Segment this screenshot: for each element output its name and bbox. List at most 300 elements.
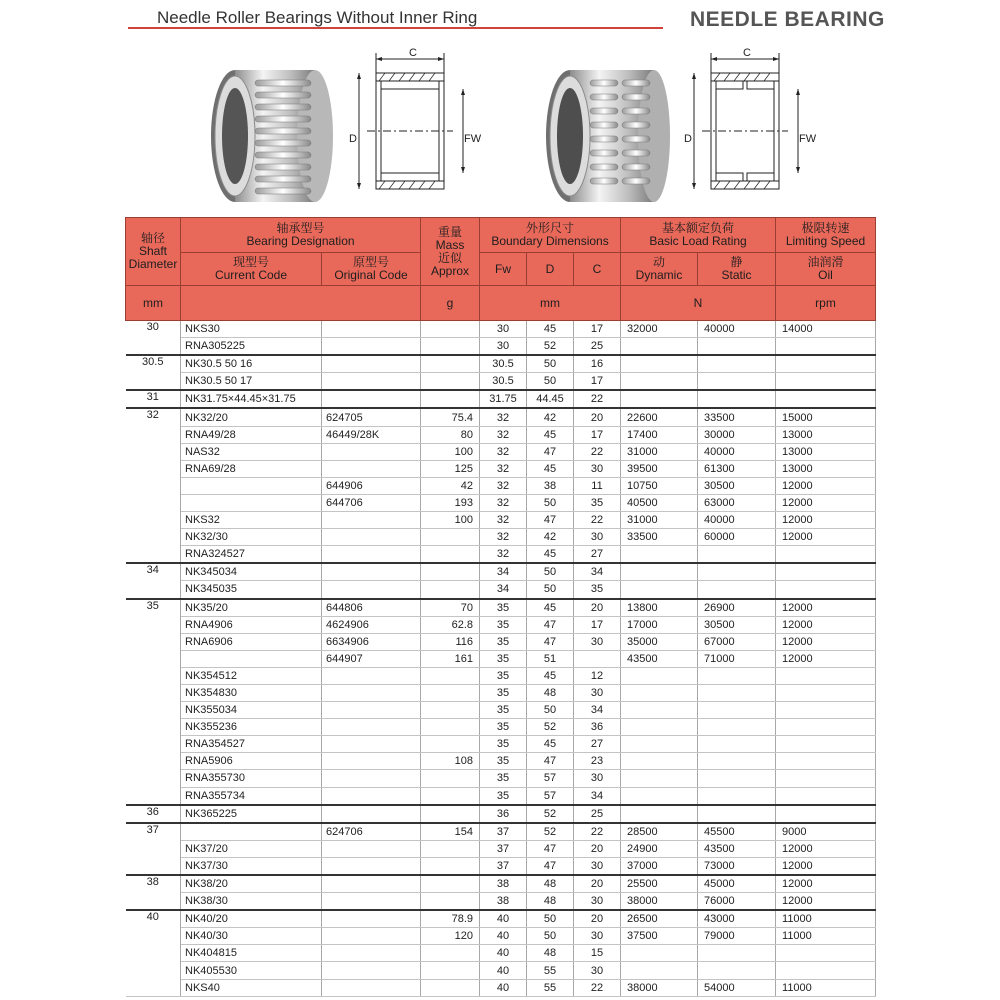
original-code-cell (322, 893, 421, 911)
shaft-diameter-cell (126, 426, 181, 443)
dynamic-load-cell: 17400 (621, 426, 698, 443)
c-cell: 36 (574, 719, 621, 736)
row-margin (876, 702, 1000, 719)
shaft-diameter-cell (126, 443, 181, 460)
c-cell: 25 (574, 805, 621, 823)
current-code-cell (181, 477, 322, 494)
original-code-cell (322, 684, 421, 701)
row-margin (876, 979, 1000, 996)
original-code-cell: 624705 (322, 408, 421, 426)
dynamic-load-cell (621, 390, 698, 408)
limiting-speed-cell: 13000 (776, 426, 876, 443)
fw-cell: 30.5 (480, 373, 527, 391)
current-code-cell: NK37/20 (181, 840, 322, 857)
mass-cell (421, 338, 480, 356)
shaft-diameter-cell: 38 (126, 875, 181, 893)
mass-cell (421, 787, 480, 805)
limiting-speed-cell: 13000 (776, 443, 876, 460)
table-row (126, 910, 1000, 928)
original-code-cell (322, 928, 421, 945)
original-code-cell (322, 563, 421, 581)
current-code-cell: RNA5906 (181, 753, 322, 770)
current-code-cell: RNA324527 (181, 546, 322, 564)
original-code-cell (322, 702, 421, 719)
c-cell: 22 (574, 443, 621, 460)
current-code-cell: RNA69/28 (181, 460, 322, 477)
mass-cell (421, 581, 480, 599)
current-code-cell: NK405530 (181, 962, 322, 979)
mass-cell: 80 (421, 426, 480, 443)
original-code-cell (322, 840, 421, 857)
c-cell: 11 (574, 477, 621, 494)
current-code-cell: NK30.5 50 17 (181, 373, 322, 391)
limiting-speed-cell (776, 338, 876, 356)
current-code-cell: NK355236 (181, 719, 322, 736)
limiting-speed-cell (776, 702, 876, 719)
fw-cell: 40 (480, 928, 527, 945)
original-code-cell: 644907 (322, 650, 421, 667)
header-static: 静 Static (698, 253, 776, 286)
table-row (126, 684, 1000, 701)
row-margin (876, 355, 1000, 373)
dynamic-load-cell (621, 787, 698, 805)
shaft-diameter-cell (126, 581, 181, 599)
current-code-cell: NK30.5 50 16 (181, 355, 322, 373)
shaft-diameter-cell (126, 650, 181, 667)
c-cell: 30 (574, 893, 621, 911)
limiting-speed-cell: 12000 (776, 840, 876, 857)
mass-cell (421, 702, 480, 719)
bearing-photo-single-row (205, 62, 335, 212)
limiting-speed-cell (776, 546, 876, 564)
c-cell: 17 (574, 373, 621, 391)
shaft-diameter-cell (126, 667, 181, 684)
table-row (126, 928, 1000, 945)
mass-cell (421, 321, 480, 338)
unit-g: g (421, 286, 480, 321)
mass-cell (421, 563, 480, 581)
limiting-speed-cell (776, 962, 876, 979)
table-body (126, 321, 1000, 997)
row-margin (876, 529, 1000, 546)
header-load: 基本额定负荷 Basic Load Rating (621, 218, 776, 253)
table-row (126, 875, 1000, 893)
mass-cell (421, 684, 480, 701)
current-code-cell (181, 823, 322, 841)
fw-cell: 35 (480, 787, 527, 805)
shaft-diameter-cell (126, 460, 181, 477)
static-load-cell (698, 719, 776, 736)
shaft-diameter-cell (126, 477, 181, 494)
row-margin (876, 823, 1000, 841)
current-code-cell (181, 650, 322, 667)
d-cell: 48 (527, 875, 574, 893)
table-row (126, 529, 1000, 546)
dynamic-load-cell: 10750 (621, 477, 698, 494)
static-load-cell (698, 736, 776, 753)
limiting-speed-cell: 14000 (776, 321, 876, 338)
shaft-diameter-cell: 32 (126, 408, 181, 426)
limiting-speed-cell (776, 581, 876, 599)
d-cell: 51 (527, 650, 574, 667)
shaft-diameter-cell (126, 770, 181, 787)
dim-label-c: C (409, 47, 417, 59)
static-load-cell (698, 945, 776, 962)
d-cell: 50 (527, 563, 574, 581)
current-code-cell: NK37/30 (181, 857, 322, 875)
table-row (126, 893, 1000, 911)
dynamic-load-cell (621, 719, 698, 736)
c-cell: 20 (574, 599, 621, 617)
fw-cell: 35 (480, 616, 527, 633)
fw-cell: 35 (480, 770, 527, 787)
static-load-cell: 73000 (698, 857, 776, 875)
mass-cell: 154 (421, 823, 480, 841)
dynamic-load-cell: 25500 (621, 875, 698, 893)
original-code-cell: 644906 (322, 477, 421, 494)
static-load-cell (698, 667, 776, 684)
dim-label-d: D (349, 133, 357, 145)
shaft-diameter-cell (126, 616, 181, 633)
limiting-speed-cell (776, 355, 876, 373)
dim-label-fw-2: FW (799, 133, 817, 145)
static-load-cell (698, 563, 776, 581)
dynamic-load-cell: 37000 (621, 857, 698, 875)
original-code-cell (322, 910, 421, 928)
mass-cell (421, 529, 480, 546)
original-code-cell (322, 736, 421, 753)
c-cell: 25 (574, 338, 621, 356)
d-cell: 52 (527, 719, 574, 736)
table-row (126, 945, 1000, 962)
dynamic-load-cell: 17000 (621, 616, 698, 633)
table-row (126, 581, 1000, 599)
mass-cell: 100 (421, 512, 480, 529)
dynamic-load-cell (621, 563, 698, 581)
dynamic-load-cell: 26500 (621, 910, 698, 928)
bearing-photo-double-row (540, 62, 675, 212)
dynamic-load-cell (621, 736, 698, 753)
table-row (126, 857, 1000, 875)
shaft-diameter-cell (126, 494, 181, 511)
dynamic-load-cell: 31000 (621, 443, 698, 460)
static-load-cell (698, 753, 776, 770)
static-load-cell (698, 338, 776, 356)
header-speed: 极限转速 Limiting Speed (776, 218, 876, 253)
dynamic-load-cell: 39500 (621, 460, 698, 477)
d-cell: 47 (527, 840, 574, 857)
original-code-cell (322, 443, 421, 460)
table-row (126, 702, 1000, 719)
dynamic-load-cell: 32000 (621, 321, 698, 338)
row-margin (876, 373, 1000, 391)
shaft-diameter-cell (126, 633, 181, 650)
static-load-cell: 40000 (698, 512, 776, 529)
current-code-cell: NK40/30 (181, 928, 322, 945)
dynamic-load-cell: 22600 (621, 408, 698, 426)
original-code-cell (322, 875, 421, 893)
dim-label-c-2: C (743, 47, 751, 59)
limiting-speed-cell: 12000 (776, 512, 876, 529)
static-load-cell: 61300 (698, 460, 776, 477)
static-load-cell: 30000 (698, 426, 776, 443)
row-margin (876, 962, 1000, 979)
original-code-cell (322, 719, 421, 736)
original-code-cell (322, 945, 421, 962)
static-load-cell (698, 581, 776, 599)
original-code-cell (322, 373, 421, 391)
original-code-cell (322, 667, 421, 684)
fw-cell: 35 (480, 633, 527, 650)
limiting-speed-cell: 12000 (776, 875, 876, 893)
c-cell: 17 (574, 616, 621, 633)
limiting-speed-cell: 12000 (776, 633, 876, 650)
bearing-table (125, 217, 1000, 997)
mass-cell: 62.8 (421, 616, 480, 633)
original-code-cell (322, 546, 421, 564)
table-row (126, 426, 1000, 443)
d-cell: 38 (527, 477, 574, 494)
static-load-cell (698, 787, 776, 805)
current-code-cell: RNA355730 (181, 770, 322, 787)
limiting-speed-cell: 11000 (776, 928, 876, 945)
dynamic-load-cell: 13800 (621, 599, 698, 617)
static-load-cell: 26900 (698, 599, 776, 617)
limiting-speed-cell (776, 667, 876, 684)
original-code-cell: 6634906 (322, 633, 421, 650)
unit-mm-dims: mm (480, 286, 621, 321)
limiting-speed-cell (776, 787, 876, 805)
d-cell: 52 (527, 338, 574, 356)
mass-cell (421, 546, 480, 564)
table-row (126, 338, 1000, 356)
current-code-cell: RNA49/28 (181, 426, 322, 443)
mass-cell: 42 (421, 477, 480, 494)
static-load-cell: 43500 (698, 840, 776, 857)
shaft-diameter-cell (126, 338, 181, 356)
static-load-cell (698, 702, 776, 719)
d-cell: 48 (527, 684, 574, 701)
current-code-cell: NAS32 (181, 443, 322, 460)
d-cell: 45 (527, 321, 574, 338)
current-code-cell: NK345035 (181, 581, 322, 599)
static-load-cell: 79000 (698, 928, 776, 945)
shaft-diameter-cell (126, 546, 181, 564)
limiting-speed-cell (776, 753, 876, 770)
mass-cell (421, 962, 480, 979)
d-cell: 45 (527, 460, 574, 477)
fw-cell: 37 (480, 857, 527, 875)
original-code-cell: 624706 (322, 823, 421, 841)
d-cell: 47 (527, 443, 574, 460)
original-code-cell (322, 355, 421, 373)
row-margin (876, 443, 1000, 460)
row-margin (876, 719, 1000, 736)
original-code-cell (322, 753, 421, 770)
original-code-cell (322, 979, 421, 996)
static-load-cell (698, 373, 776, 391)
fw-cell: 34 (480, 563, 527, 581)
table-row (126, 719, 1000, 736)
mass-cell: 78.9 (421, 910, 480, 928)
static-load-cell: 67000 (698, 633, 776, 650)
limiting-speed-cell: 11000 (776, 910, 876, 928)
fw-cell: 30 (480, 321, 527, 338)
d-cell: 47 (527, 857, 574, 875)
limiting-speed-cell: 12000 (776, 529, 876, 546)
row-margin (876, 736, 1000, 753)
c-cell: 30 (574, 857, 621, 875)
row-margin (876, 546, 1000, 564)
table-row (126, 390, 1000, 408)
original-code-cell (322, 805, 421, 823)
shaft-diameter-cell: 36 (126, 805, 181, 823)
table-row (126, 753, 1000, 770)
original-code-cell (322, 770, 421, 787)
shaft-diameter-cell (126, 928, 181, 945)
fw-cell: 35 (480, 599, 527, 617)
header-current-code: 现型号 Current Code (181, 253, 322, 286)
current-code-cell: NKS40 (181, 979, 322, 996)
limiting-speed-cell: 12000 (776, 494, 876, 511)
static-load-cell: 71000 (698, 650, 776, 667)
current-code-cell: NK35/20 (181, 599, 322, 617)
c-cell: 22 (574, 390, 621, 408)
limiting-speed-cell: 12000 (776, 893, 876, 911)
static-load-cell: 60000 (698, 529, 776, 546)
limiting-speed-cell: 12000 (776, 857, 876, 875)
original-code-cell (322, 321, 421, 338)
fw-cell: 35 (480, 650, 527, 667)
d-cell: 57 (527, 770, 574, 787)
dynamic-load-cell: 28500 (621, 823, 698, 841)
current-code-cell: NK355034 (181, 702, 322, 719)
d-cell: 45 (527, 426, 574, 443)
mass-cell (421, 736, 480, 753)
unit-blank (181, 286, 421, 321)
header-shaft: 轴径 Shaft Diameter (126, 218, 181, 286)
shaft-diameter-cell: 31 (126, 390, 181, 408)
header-fw: Fw (480, 253, 527, 286)
fw-cell: 40 (480, 910, 527, 928)
original-code-cell (322, 338, 421, 356)
shaft-diameter-cell (126, 857, 181, 875)
current-code-cell: RNA354527 (181, 736, 322, 753)
fw-cell: 38 (480, 893, 527, 911)
original-code-cell (322, 390, 421, 408)
mass-cell (421, 355, 480, 373)
limiting-speed-cell (776, 390, 876, 408)
c-cell: 35 (574, 494, 621, 511)
shaft-diameter-cell (126, 962, 181, 979)
fw-cell: 30.5 (480, 355, 527, 373)
mass-cell (421, 979, 480, 996)
table-row (126, 563, 1000, 581)
table-row (126, 650, 1000, 667)
original-code-cell (322, 529, 421, 546)
table-row (126, 460, 1000, 477)
c-cell: 22 (574, 512, 621, 529)
mass-cell: 70 (421, 599, 480, 617)
fw-cell: 35 (480, 702, 527, 719)
original-code-cell (322, 512, 421, 529)
d-cell: 45 (527, 667, 574, 684)
current-code-cell: NK32/30 (181, 529, 322, 546)
static-load-cell (698, 962, 776, 979)
c-cell: 30 (574, 633, 621, 650)
mass-cell: 75.4 (421, 408, 480, 426)
table-row (126, 787, 1000, 805)
fw-cell: 32 (480, 460, 527, 477)
table-row (126, 736, 1000, 753)
c-cell: 12 (574, 667, 621, 684)
row-margin (876, 633, 1000, 650)
table-row (126, 443, 1000, 460)
table-row (126, 599, 1000, 617)
shaft-diameter-cell: 34 (126, 563, 181, 581)
c-cell: 27 (574, 546, 621, 564)
fw-cell: 35 (480, 667, 527, 684)
fw-cell: 32 (480, 546, 527, 564)
mass-cell: 193 (421, 494, 480, 511)
row-margin (876, 460, 1000, 477)
original-code-cell: 644706 (322, 494, 421, 511)
mass-cell (421, 945, 480, 962)
d-cell: 44.45 (527, 390, 574, 408)
shaft-diameter-cell (126, 945, 181, 962)
mass-cell (421, 893, 480, 911)
fw-cell: 32 (480, 494, 527, 511)
original-code-cell: 644806 (322, 599, 421, 617)
header-c: C (574, 253, 621, 286)
original-code-cell (322, 962, 421, 979)
c-cell: 30 (574, 684, 621, 701)
static-load-cell: 30500 (698, 616, 776, 633)
static-load-cell: 43000 (698, 910, 776, 928)
section-drawing-2 (680, 45, 820, 205)
dynamic-load-cell (621, 702, 698, 719)
mass-cell: 116 (421, 633, 480, 650)
row-margin (876, 840, 1000, 857)
static-load-cell: 30500 (698, 477, 776, 494)
row-margin (876, 667, 1000, 684)
row-margin (876, 408, 1000, 426)
limiting-speed-cell (776, 805, 876, 823)
current-code-cell: NK354512 (181, 667, 322, 684)
mass-cell (421, 373, 480, 391)
section-drawing-1 (345, 45, 485, 205)
dynamic-load-cell (621, 770, 698, 787)
static-load-cell (698, 770, 776, 787)
dynamic-load-cell (621, 581, 698, 599)
c-cell: 20 (574, 875, 621, 893)
shaft-diameter-cell (126, 702, 181, 719)
table-row (126, 616, 1000, 633)
row-margin (876, 390, 1000, 408)
c-cell: 30 (574, 962, 621, 979)
table-margin (876, 218, 1000, 321)
fw-cell: 40 (480, 979, 527, 996)
mass-cell (421, 857, 480, 875)
d-cell: 47 (527, 753, 574, 770)
unit-mm: mm (126, 286, 181, 321)
dynamic-load-cell: 31000 (621, 512, 698, 529)
row-margin (876, 805, 1000, 823)
mass-cell (421, 719, 480, 736)
d-cell: 48 (527, 893, 574, 911)
shaft-diameter-cell: 37 (126, 823, 181, 841)
d-cell: 47 (527, 616, 574, 633)
